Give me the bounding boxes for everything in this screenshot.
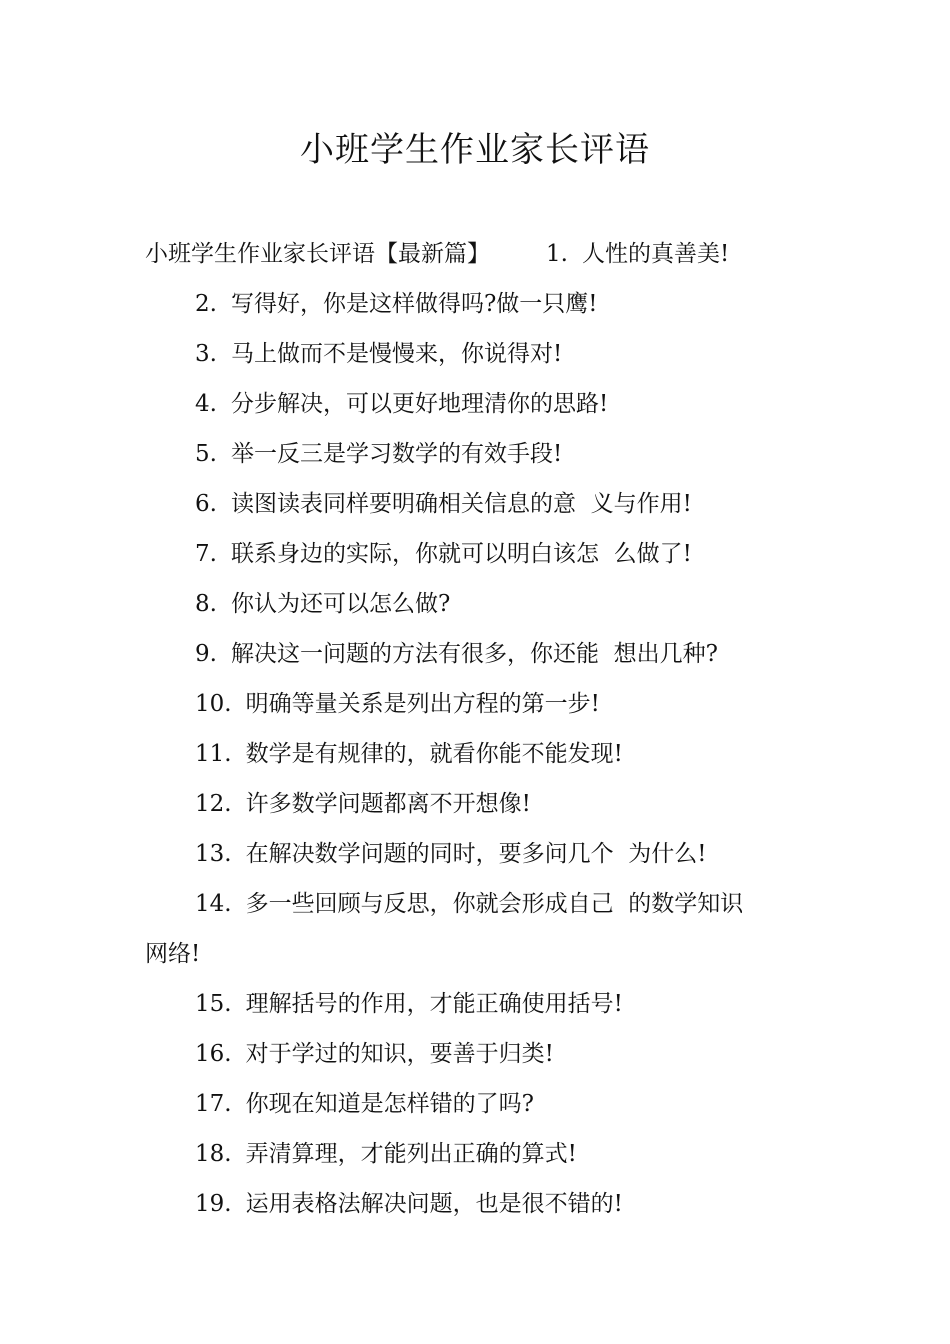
item-number: 12. — [195, 791, 232, 817]
item-number: 13. — [195, 841, 232, 867]
item-text: 理解括号的作用，才能正确使用括号! — [245, 991, 623, 1017]
item-text: 举一反三是学习数学的有效手段! — [230, 441, 563, 467]
item-text: 对于学过的知识，要善于归类! — [245, 1041, 554, 1067]
item-text: 多一些回顾与反思，你就会形成自己 的数学知识 — [245, 891, 744, 917]
item-text: 在解决数学问题的同时，要多问几个 为什么! — [245, 841, 707, 867]
item-number: 8. — [195, 591, 217, 617]
item-number: 19. — [195, 1191, 232, 1217]
item-text: 写得好，你是这样做得吗?做一只鹰! — [230, 291, 598, 317]
list-item — [145, 529, 815, 579]
item-number: 1. — [546, 241, 568, 267]
list-item — [145, 729, 815, 779]
item-number: 9. — [195, 641, 217, 667]
list-item — [145, 379, 815, 429]
list-item — [145, 429, 815, 479]
item-number: 7. — [195, 541, 217, 567]
item-number: 5. — [195, 441, 217, 467]
item-number: 15. — [195, 991, 232, 1017]
item-number: 10. — [195, 691, 232, 717]
item-text: 明确等量关系是列出方程的第一步! — [245, 691, 600, 717]
item-text: 数学是有规律的，就看你能不能发现! — [245, 741, 623, 767]
list-item-continuation — [145, 929, 815, 979]
list-item — [145, 1079, 815, 1129]
item-text: 马上做而不是慢慢来，你说得对! — [230, 341, 563, 367]
item-text: 解决这一问题的方法有很多，你还能 想出几种? — [230, 641, 718, 667]
list-item — [145, 679, 815, 729]
item-number: 18. — [195, 1141, 232, 1167]
list-item — [145, 829, 815, 879]
list-item — [145, 1179, 815, 1229]
item-text: 分步解决，可以更好地理清你的思路! — [230, 391, 609, 417]
list-item — [145, 779, 815, 829]
item-number: 2. — [195, 291, 217, 317]
list-item — [145, 1029, 815, 1079]
list-item — [145, 879, 815, 929]
list-item — [145, 629, 815, 679]
list-item — [145, 279, 815, 329]
item-number: 17. — [195, 1091, 232, 1117]
item-text: 许多数学问题都离不开想像! — [245, 791, 531, 817]
item-number: 16. — [195, 1041, 232, 1067]
item-number: 11. — [195, 741, 232, 767]
list-item — [145, 979, 815, 1029]
item-text: 人性的真善美! — [581, 241, 730, 267]
item-number: 4. — [195, 391, 217, 417]
document-title: 小班学生作业家长评语 — [300, 130, 650, 170]
item-number: 6. — [195, 491, 217, 517]
item-text: 联系身边的实际，你就可以明白该怎 么做了! — [230, 541, 692, 567]
list-item — [145, 579, 815, 629]
item-text: 你现在知道是怎样错的了吗? — [245, 1091, 534, 1117]
list-item — [145, 229, 815, 279]
list-item — [145, 329, 815, 379]
item-text-continuation: 网络! — [145, 941, 201, 967]
list-item — [145, 1129, 815, 1179]
document-body — [145, 229, 815, 1229]
intro-text: 小班学生作业家长评语【最新篇】 — [145, 241, 490, 267]
item-text: 运用表格法解决问题，也是很不错的! — [245, 1191, 623, 1217]
item-text: 读图读表同样要明确相关信息的意 义与作用! — [230, 491, 692, 517]
item-text: 你认为还可以怎么做? — [230, 591, 451, 617]
item-text: 弄清算理，才能列出正确的算式! — [245, 1141, 577, 1167]
item-number: 3. — [195, 341, 217, 367]
item-number: 14. — [195, 891, 232, 917]
list-item — [145, 479, 815, 529]
